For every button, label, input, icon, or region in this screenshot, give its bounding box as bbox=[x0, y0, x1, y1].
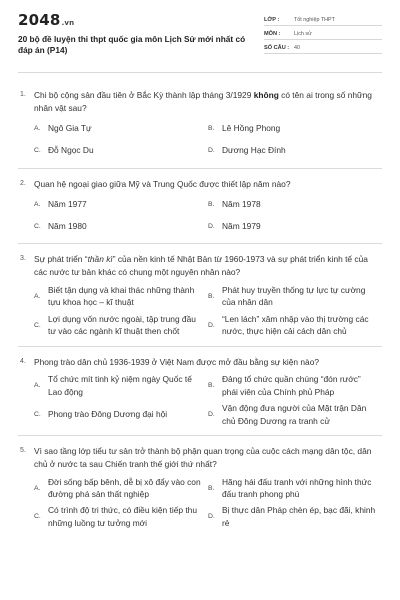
question-text: Vì sao tầng lớp tiểu tư sản trở thành bộ phận quan trọng của cuộc cách mạng dân tộc, dân chủ ở nước ta sau Chiến tranh thế giới thứ nhất? bbox=[34, 446, 372, 469]
answer-options bbox=[18, 373, 382, 427]
option-letter: D. bbox=[208, 321, 215, 329]
question-stem bbox=[18, 253, 382, 279]
option-letter: A. bbox=[34, 382, 41, 390]
site-logo[interactable] bbox=[18, 12, 248, 31]
meta-panel bbox=[264, 14, 382, 54]
option-c[interactable] bbox=[34, 217, 208, 235]
question-number: 3. bbox=[20, 255, 26, 263]
question-stem bbox=[18, 445, 382, 471]
option-a[interactable] bbox=[34, 373, 208, 398]
option-b[interactable] bbox=[208, 195, 382, 213]
meta-value: 40 bbox=[294, 44, 300, 51]
option-c[interactable] bbox=[34, 504, 208, 529]
question-stem bbox=[18, 178, 382, 191]
question-text-pre: Chi bộ cộng sản đầu tiên ở Bắc Kỳ thành lập tháng 3/1929 bbox=[34, 90, 254, 100]
option-text: Bị thực dân Pháp chèn ép, bạc đãi, khinh rẻ bbox=[222, 505, 376, 528]
option-letter: A. bbox=[34, 200, 41, 208]
option-text: Năm 1979 bbox=[222, 221, 261, 232]
option-letter: C. bbox=[34, 147, 41, 155]
option-d[interactable] bbox=[208, 142, 382, 160]
option-text: Biết tận dụng và khai thác những thành tựu khoa học – kĩ thuật bbox=[48, 284, 195, 308]
option-c[interactable] bbox=[34, 402, 208, 427]
question-3 bbox=[18, 253, 382, 346]
option-letter: C. bbox=[34, 411, 41, 419]
option-text: Hăng hái đấu tranh với những hình thức đấu tranh phong phú bbox=[222, 476, 372, 500]
logo-suffix: .vn bbox=[61, 19, 75, 27]
answer-options bbox=[18, 476, 382, 530]
option-text: Năm 1980 bbox=[48, 221, 87, 232]
option-a[interactable] bbox=[34, 195, 208, 213]
question-text bbox=[34, 89, 382, 115]
option-a[interactable] bbox=[34, 476, 208, 501]
question-stem bbox=[18, 356, 382, 369]
question-text-post: có tên ai trong số những nhân vật sau? bbox=[34, 90, 372, 113]
option-text: Lợi dụng vốn nước ngoài, tập trung đầu tư vào các ngành kĩ thuật then chốt bbox=[48, 313, 196, 337]
option-letter: A. bbox=[34, 484, 41, 492]
option-letter: C. bbox=[34, 222, 41, 230]
option-text: Vận động đưa người của Mặt trận Dân chủ Đông Dương ra tranh cử bbox=[222, 403, 367, 426]
option-text: Dương Hạc Đính bbox=[222, 145, 286, 156]
option-text: Ngô Gia Tự bbox=[48, 123, 92, 134]
option-letter: C. bbox=[34, 513, 41, 521]
meta-value: Lịch sử bbox=[294, 30, 312, 37]
meta-label: LỚP : bbox=[264, 16, 280, 23]
option-c[interactable] bbox=[34, 142, 208, 160]
option-letter: B. bbox=[208, 125, 215, 133]
option-b[interactable] bbox=[208, 120, 382, 138]
option-text: Tổ chức mít tinh kỷ niệm ngày Quốc tế Lao động bbox=[48, 374, 192, 397]
option-text: “Len lách” xâm nhập vào thị trường các nước, thực hiện cải cách dân chủ bbox=[222, 313, 369, 337]
option-letter: A. bbox=[34, 125, 41, 133]
question-2 bbox=[18, 178, 382, 245]
option-a[interactable] bbox=[34, 284, 208, 309]
meta-row-class bbox=[264, 14, 382, 26]
option-letter: D. bbox=[208, 411, 215, 419]
option-text: Có trình độ tri thức, có điều kiện tiếp thu những luồng tư tưởng mới bbox=[48, 505, 197, 528]
option-letter: C. bbox=[34, 321, 41, 329]
option-d[interactable] bbox=[208, 402, 382, 427]
meta-row-count bbox=[264, 42, 382, 54]
question-text-italic: thần kì bbox=[87, 254, 113, 265]
option-text: Lê Hồng Phong bbox=[222, 123, 281, 134]
question-list bbox=[18, 89, 382, 537]
question-text-bold: không bbox=[253, 90, 279, 100]
answer-options bbox=[18, 195, 382, 235]
option-letter: D. bbox=[208, 513, 215, 521]
option-letter: D. bbox=[208, 147, 215, 155]
header bbox=[18, 12, 382, 62]
option-letter: B. bbox=[208, 484, 215, 492]
question-text-post: ” của nền kinh tế Nhật Bản từ 1960-1973 và sự phát triển kinh tế của các nước tư bản khác có chung một nguyên nhân nào? bbox=[34, 254, 368, 278]
question-text: Phong trào dân chủ 1936-1939 ở Việt Nam được mở đầu bằng sự kiện nào? bbox=[34, 356, 320, 367]
question-number: 4. bbox=[20, 357, 26, 365]
option-d[interactable] bbox=[208, 313, 382, 338]
question-4 bbox=[18, 356, 382, 436]
answer-options bbox=[18, 284, 382, 338]
question-text: Quan hệ ngoại giao giữa Mỹ và Trung Quốc được thiết lập năm nào? bbox=[34, 178, 291, 189]
option-letter: B. bbox=[208, 382, 215, 390]
header-left bbox=[18, 12, 248, 56]
question-1 bbox=[18, 89, 382, 169]
question-number: 5. bbox=[20, 447, 26, 455]
option-d[interactable] bbox=[208, 504, 382, 529]
option-b[interactable] bbox=[208, 476, 382, 501]
answer-options bbox=[18, 120, 382, 160]
logo-main: 2048 bbox=[18, 11, 61, 29]
option-text: Phát huy truyền thống tự lực tự cường của nhân dân bbox=[222, 284, 366, 308]
option-letter: D. bbox=[208, 222, 215, 230]
option-letter: B. bbox=[208, 292, 215, 300]
question-text-pre: Sự phát triển “ bbox=[34, 254, 88, 265]
meta-label: MÔN : bbox=[264, 30, 281, 37]
question-number: 1. bbox=[20, 91, 26, 98]
page-title: 20 bộ đề luyện thi thpt quốc gia môn Lịch Sử mới nhất có đáp án (P14) bbox=[18, 34, 246, 55]
option-letter: B. bbox=[208, 200, 215, 208]
option-text: Năm 1977 bbox=[48, 199, 87, 210]
question-text bbox=[34, 253, 382, 279]
option-text: Đảng tổ chức quần chúng “đón rước” phái viên của Chính phủ Pháp bbox=[222, 374, 361, 397]
option-text: Phong trào Đông Dương đại hội bbox=[48, 409, 168, 420]
option-text: Đỗ Ngọc Du bbox=[48, 145, 94, 156]
option-text: Đời sống bấp bênh, dễ bị xô đẩy vào con đường phá sản thất nghiệp bbox=[48, 476, 201, 500]
header-divider bbox=[18, 72, 382, 73]
question-number: 2. bbox=[20, 179, 26, 187]
option-d[interactable] bbox=[208, 217, 382, 235]
option-a[interactable] bbox=[34, 120, 208, 138]
option-b[interactable] bbox=[208, 373, 382, 398]
option-b[interactable] bbox=[208, 284, 382, 309]
meta-row-subject bbox=[264, 28, 382, 40]
question-5 bbox=[18, 445, 382, 537]
meta-label: SỐ CÂU : bbox=[264, 44, 290, 51]
option-c[interactable] bbox=[34, 313, 208, 338]
question-stem bbox=[18, 89, 382, 115]
option-letter: A. bbox=[34, 292, 41, 300]
option-text: Năm 1978 bbox=[222, 199, 261, 210]
meta-value: Tốt nghiệp THPT bbox=[294, 16, 335, 23]
